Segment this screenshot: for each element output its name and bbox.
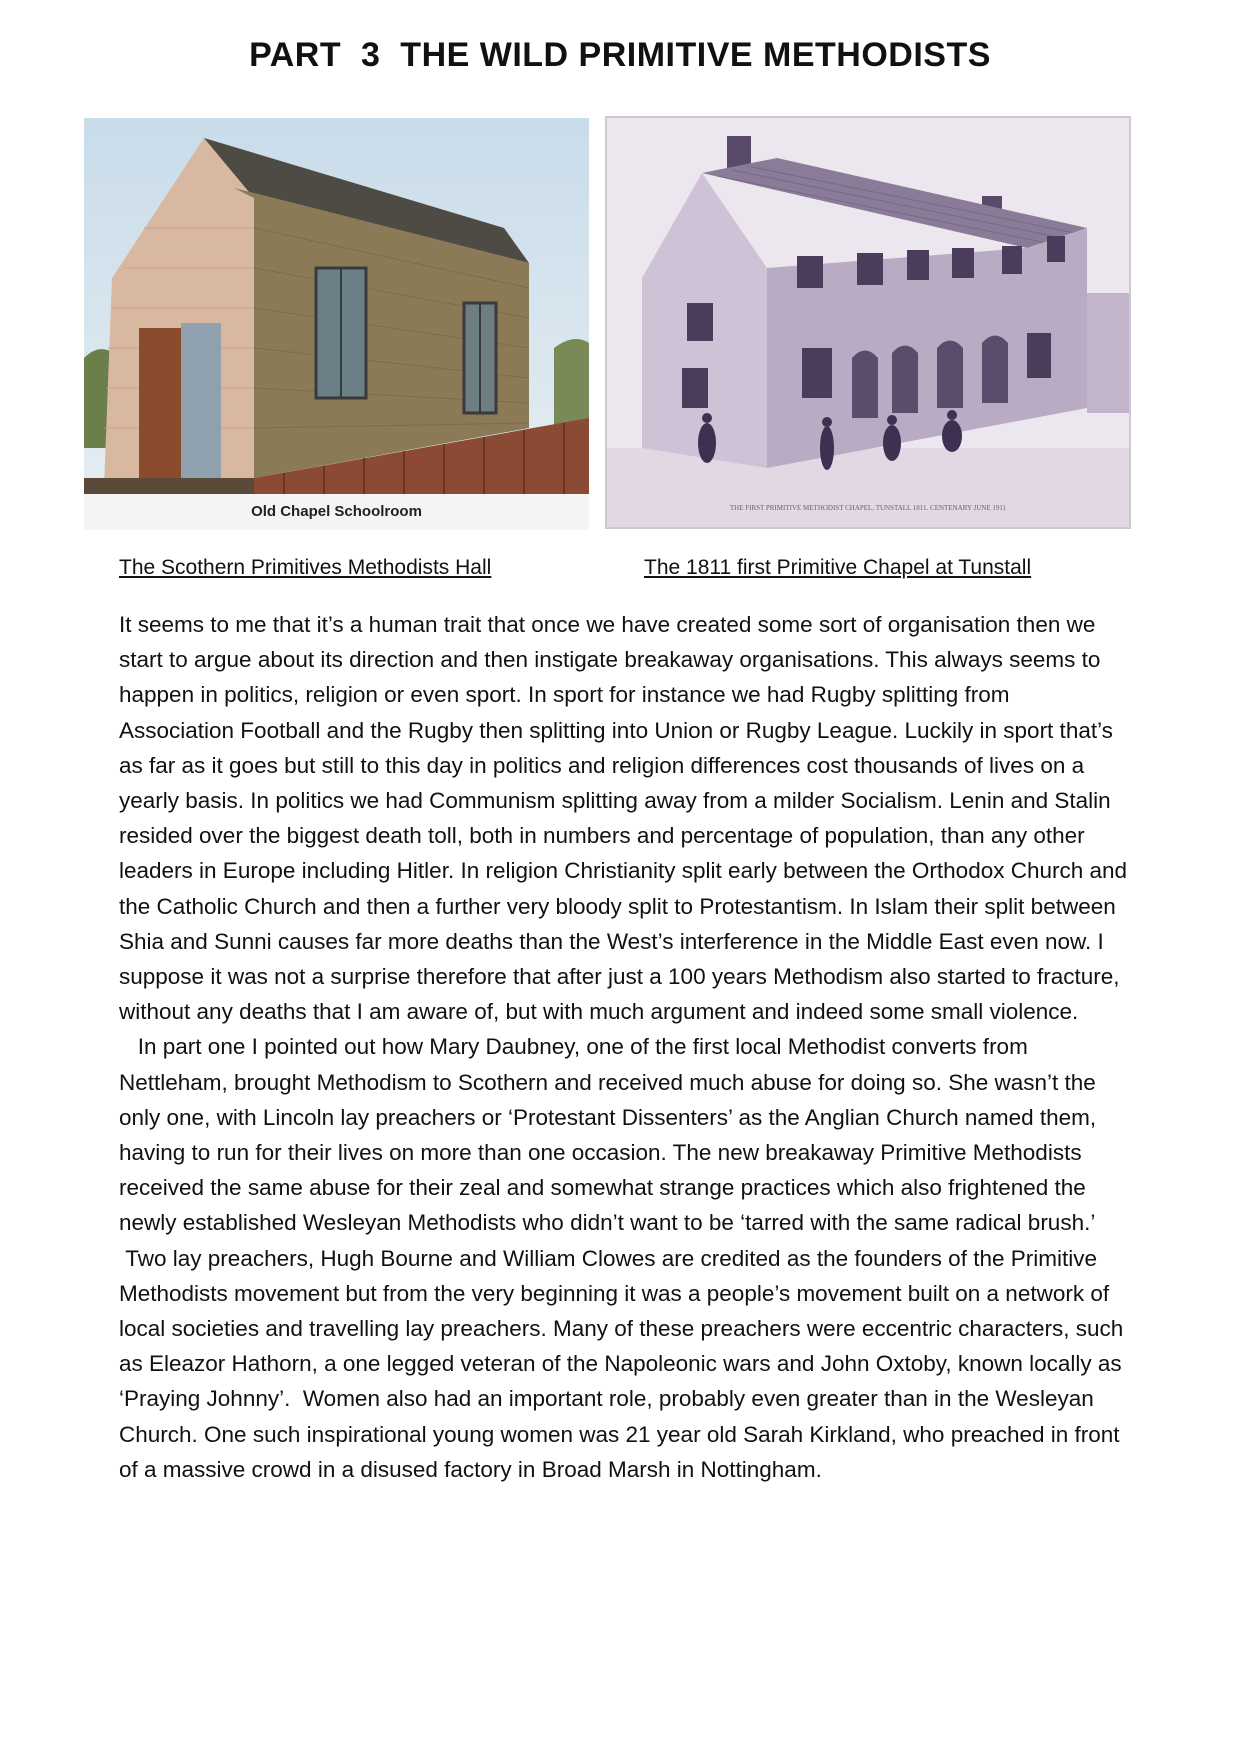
paragraph: It seems to me that it’s a human trait that once we have created some sort of organisation then we start to argue about its direction and then instigate breakaway organisations. This always seems to happen in politics, religion or even sport. In sport for instance we had Rugby splitting from Association Football and the Rugby then splitting into Union or Rugby League. Luckily in sport that’s as far as it goes but still to this day in politics and religion differences cost thousands of lives on a yearly basis. In politics we had Communism splitting away from a milder Socialism. Lenin and Stalin resided over the biggest death toll, both in numbers and percentage of population, than any other leaders in Europe including Hitler. In religion Christianity split early between the Orthodox Church and the Catholic Church and then a further very bloody split to Protestantism. In Islam their split between Shia and Sunni causes far more deaths than the West’s interference in the Middle East even now. I suppose it was not a surprise therefore that after just a 100 years Methodism also started to fracture, without any deaths that I am aware of, but with much argument and indeed some small violence.: [119, 612, 1134, 1025]
tunstall-chapel-engraving: [605, 116, 1131, 529]
photo-sign-text: Old Chapel Schoolroom: [84, 494, 589, 530]
schoolroom-photo: [84, 118, 589, 530]
right-photo-caption: The 1811 first Primitive Chapel at Tunstall: [644, 556, 1032, 579]
article-body: [119, 607, 1134, 1487]
left-photo-caption: The Scothern Primitives Methodists Hall: [119, 556, 492, 579]
engraving-caption-text: THE FIRST PRIMITIVE METHODIST CHAPEL, TUNSTALL 1811. CENTENARY JUNE 1911: [729, 504, 1007, 512]
page-title: PART 3 THE WILD PRIMITIVE METHODISTS: [249, 36, 991, 74]
paragraph: In part one I pointed out how Mary Daubney, one of the first local Methodist converts from Nettleham, brought Methodism to Scothern and received much abuse for doing so. She wasn’t the only one, with Lincoln lay preachers or ‘Protestant Dissenters’ as the Anglian Church named them, having to run for their lives on more than one occasion. The new breakaway Primitive Methodists received the same abuse for their zeal and somewhat strange practices which also frightened the newly established Wesleyan Methodists who didn’t want to be ‘tarred with the same radical brush.’: [119, 1034, 1103, 1236]
paragraph: Two lay preachers, Hugh Bourne and William Clowes are credited as the founders of the Primitive Methodists movement but from the very beginning it was a people’s movement built on a network of local societies and travelling lay preachers. Many of these preachers were eccentric characters, such as Eleazor Hathorn, a one legged veteran of the Napoleonic wars and John Oxtoby, known locally as ‘Praying Johnny’. Women also had an important role, probably even greater than in the Wesleyan Church. One such inspirational young women was 21 year old Sarah Kirkland, who preached in front of a massive crowd in a disused factory in Broad Marsh in Nottingham.: [119, 1245, 1130, 1482]
